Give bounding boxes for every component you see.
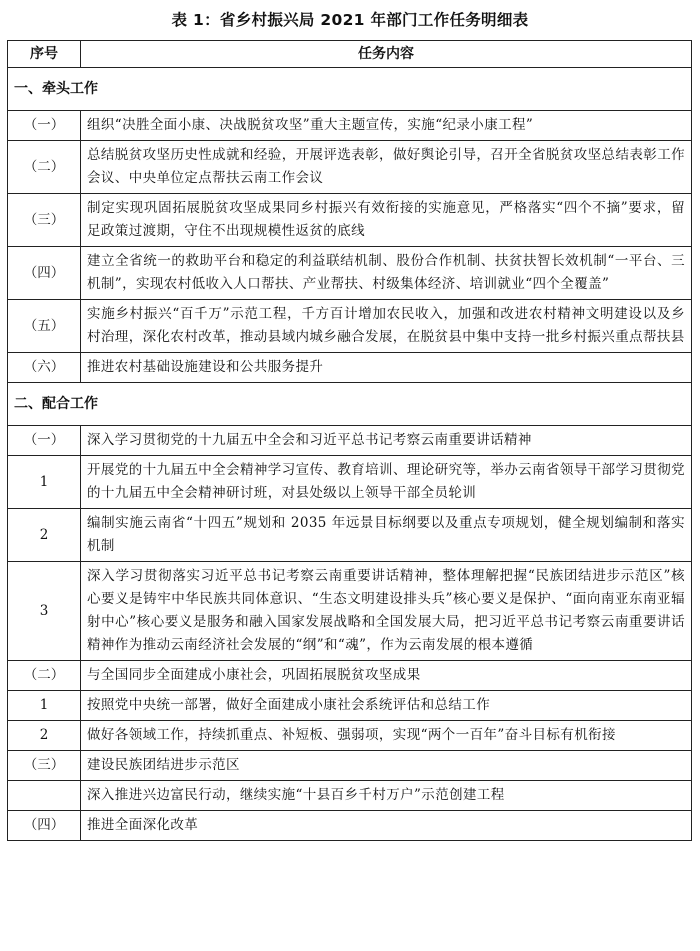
row-content: 推进农村基础设施建设和公共服务提升 — [81, 353, 692, 383]
section-heading: 二、配合工作 — [8, 383, 692, 426]
table-row — [8, 721, 692, 751]
table-row — [8, 111, 692, 141]
table-row — [8, 661, 692, 691]
row-number: （五） — [8, 300, 81, 353]
document-title: 表 1：省乡村振兴局 2021 年部门工作任务明细表 — [171, 11, 529, 29]
row-number: （六） — [8, 353, 81, 383]
row-number: （一） — [8, 426, 81, 456]
header-content: 任务内容 — [81, 41, 692, 68]
row-number: 1 — [8, 456, 81, 509]
row-content: 深入推进兴边富民行动，继续实施“十县百乡千村万户”示范创建工程 — [81, 781, 692, 811]
table-row — [8, 353, 692, 383]
row-number: （四） — [8, 247, 81, 300]
header-row — [8, 41, 692, 68]
table-row — [8, 751, 692, 781]
row-content: 与全国同步全面建成小康社会，巩固拓展脱贫攻坚成果 — [81, 661, 692, 691]
table-row — [8, 300, 692, 353]
table-row — [8, 562, 692, 661]
row-content: 深入学习贯彻党的十九届五中全会和习近平总书记考察云南重要讲话精神 — [81, 426, 692, 456]
table-row — [8, 781, 692, 811]
section-heading: 一、牵头工作 — [8, 68, 692, 111]
row-content: 做好各领域工作，持续抓重点、补短板、强弱项，实现“两个一百年”奋斗目标有机衔接 — [81, 721, 692, 751]
table-row — [8, 141, 692, 194]
row-content: 建设民族团结进步示范区 — [81, 751, 692, 781]
task-table — [7, 40, 692, 841]
row-number: 1 — [8, 691, 81, 721]
row-number: （二） — [8, 661, 81, 691]
section-row — [8, 68, 692, 111]
table-row — [8, 247, 692, 300]
row-number: （一） — [8, 111, 81, 141]
table-row — [8, 194, 692, 247]
row-number: （二） — [8, 141, 81, 194]
row-number: （三） — [8, 194, 81, 247]
row-number: 2 — [8, 721, 81, 751]
table-row — [8, 456, 692, 509]
row-number — [8, 781, 81, 811]
row-number: （三） — [8, 751, 81, 781]
row-number: 3 — [8, 562, 81, 661]
row-content: 深入学习贯彻落实习近平总书记考察云南重要讲话精神，整体理解把握“民族团结进步示范区”核心要义是铸牢中华民族共同体意识、“生态文明建设排头兵”核心要义是保护、“面向南亚东南亚辐射中心”核心要义是服务和融入国家发展战略和全国发展大局，把习近平总书记考察云南重要讲话精神作为推动云南经济社会发展的“纲”和“魂”，作为云南发展的根本遵循 — [81, 562, 692, 661]
row-content: 开展党的十九届五中全会精神学习宣传、教育培训、理论研究等，举办云南省领导干部学习贯彻党的十九届五中全会精神研讨班，对县处级以上领导干部全员轮训 — [81, 456, 692, 509]
row-content: 推进全面深化改革 — [81, 811, 692, 841]
table-row — [8, 509, 692, 562]
table-row — [8, 426, 692, 456]
row-content: 组织“决胜全面小康、决战脱贫攻坚”重大主题宣传，实施“纪录小康工程” — [81, 111, 692, 141]
row-content: 制定实现巩固拓展脱贫攻坚成果同乡村振兴有效衔接的实施意见，严格落实“四个不摘”要求，留足政策过渡期，守住不出现规模性返贫的底线 — [81, 194, 692, 247]
row-number: （四） — [8, 811, 81, 841]
section-row — [8, 383, 692, 426]
row-number: 2 — [8, 509, 81, 562]
row-content: 总结脱贫攻坚历史性成就和经验，开展评选表彰，做好舆论引导，召开全省脱贫攻坚总结表彰工作会议、中央单位定点帮扶云南工作会议 — [81, 141, 692, 194]
row-content: 实施乡村振兴“百千万”示范工程，千方百计增加农民收入，加强和改进农村精神文明建设以及乡村治理，深化农村改革，推动县域内城乡融合发展，在脱贫县中集中支持一批乡村振兴重点帮扶县 — [81, 300, 692, 353]
row-content: 按照党中央统一部署，做好全面建成小康社会系统评估和总结工作 — [81, 691, 692, 721]
row-content: 建立全省统一的救助平台和稳定的利益联结机制、股份合作机制、扶贫扶智长效机制“一平台、三机制”，实现农村低收入人口帮扶、产业帮扶、村级集体经济、培训就业“四个全覆盖” — [81, 247, 692, 300]
row-content: 编制实施云南省“十四五”规划和 2035 年远景目标纲要以及重点专项规划，健全规划编制和落实机制 — [81, 509, 692, 562]
table-row — [8, 811, 692, 841]
table-row — [8, 691, 692, 721]
header-no: 序号 — [8, 41, 81, 68]
